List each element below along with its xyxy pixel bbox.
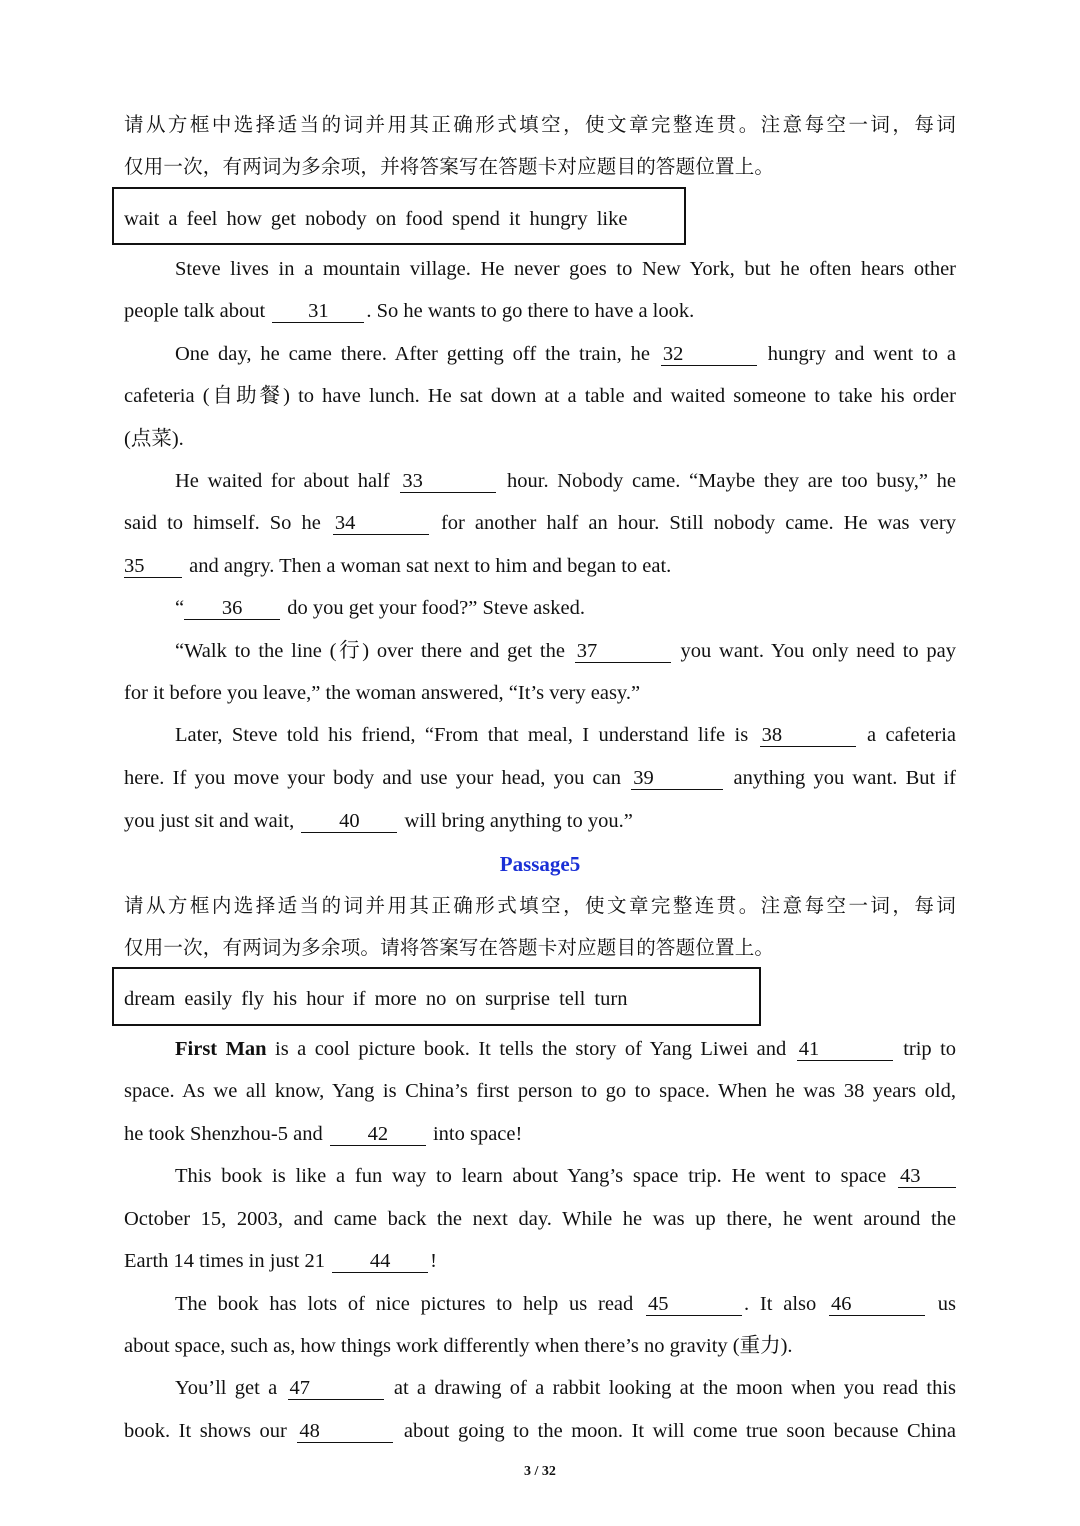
text: trip to — [903, 1038, 956, 1060]
p5-para3-line1 — [175, 1290, 956, 1318]
blank-35[interactable]: 35 — [124, 555, 182, 578]
text: into space! — [432, 1123, 523, 1145]
text: about going to the moon. It will come true soon because China — [403, 1420, 956, 1442]
text: Earth 14 times in just 21 — [124, 1250, 325, 1272]
text: ! — [430, 1250, 437, 1272]
text: said to himself. So he — [124, 512, 321, 534]
p5-para4-line1 — [175, 1374, 956, 1402]
blank-47[interactable]: 47 — [288, 1377, 384, 1400]
blank-39[interactable]: 39 — [631, 767, 723, 790]
blank-36[interactable]: 36 — [184, 597, 280, 620]
word-box-1-words: wait a feel how get nobody on food spend it hungry like — [124, 208, 628, 230]
p4-para2-line1 — [175, 340, 956, 368]
word-box-2 — [112, 967, 761, 1026]
text: you want. You only need to pay — [680, 640, 956, 662]
text: “Walk to the line (行) over there and get the — [175, 640, 565, 662]
p5-para2-line2: October 15, 2003, and came back the next day. While he was up there, he went around the — [124, 1208, 956, 1230]
instructions-1-line-2: 仅用一次，有两词为多余项，并将答案写在答题卡对应题目的答题位置上。 — [124, 155, 775, 178]
p5-para1-line2: space. As we all know, Yang is China’s first person to go to space. When he was 38 years old, — [124, 1080, 956, 1102]
text: here. If you move your body and use your head, you can — [124, 767, 621, 789]
blank-45[interactable]: 45 — [646, 1293, 742, 1316]
blank-43[interactable]: 43 — [898, 1165, 956, 1188]
blank-40[interactable]: 40 — [301, 810, 397, 833]
blank-41[interactable]: 41 — [797, 1038, 893, 1061]
p5-para1-line1 — [175, 1035, 956, 1063]
text: You’ll get a — [175, 1377, 278, 1399]
blank-38[interactable]: 38 — [760, 724, 856, 747]
p4-para1-line1: Steve lives in a mountain village. He never goes to New York, but he often hears other — [175, 258, 956, 280]
p4-para3-line2 — [124, 509, 956, 537]
text: hour. Nobody came. “Maybe they are too busy,” he — [507, 470, 956, 492]
text: do you get your food?” Steve asked. — [287, 597, 585, 619]
p4-para3-line1 — [175, 467, 956, 495]
word-box-1 — [112, 187, 686, 245]
text: book. It shows our — [124, 1420, 287, 1442]
text: he took Shenzhou-5 and — [124, 1123, 323, 1145]
p4-para5-line2: for it before you leave,” the woman answered, “It’s very easy.” — [124, 682, 641, 704]
p4-para1-line2 — [124, 297, 956, 325]
p5-para2-line1 — [175, 1162, 956, 1190]
p5-para2-line3 — [124, 1247, 956, 1275]
instructions-2-line-2: 仅用一次，有两词为多余项。请将答案写在答题卡对应题目的答题位置上。 — [124, 936, 775, 959]
word-box-2-words: dream easily fly his hour if more no on surprise tell turn — [124, 988, 628, 1010]
p4-para4-line1 — [175, 594, 956, 622]
p4-para6-line3 — [124, 807, 956, 835]
text: The book has lots of nice pictures to help us read — [175, 1293, 634, 1315]
text: will bring anything to you.” — [404, 810, 633, 832]
blank-33[interactable]: 33 — [400, 470, 496, 493]
passage5-heading: Passage5 — [499, 852, 581, 876]
text: a cafeteria — [867, 724, 956, 746]
blank-32[interactable]: 32 — [661, 343, 757, 366]
text: for another half an hour. Still nobody came. He was very — [440, 512, 956, 534]
text: at a drawing of a rabbit looking at the moon when you read this — [393, 1377, 956, 1399]
text: you just sit and wait, — [124, 810, 295, 832]
instructions-1-line-1: 请从方框中选择适当的词并用其正确形式填空，使文章完整连贯。注意每空一词，每词 — [124, 113, 956, 136]
blank-48[interactable]: 48 — [297, 1420, 393, 1443]
instructions-2-line-1: 请从方框内选择适当的词并用其正确形式填空，使文章完整连贯。注意每空一词，每词 — [124, 894, 956, 917]
text: people talk about — [124, 300, 266, 322]
blank-37[interactable]: 37 — [575, 640, 671, 663]
text: and angry. Then a woman sat next to him and began to eat. — [189, 555, 672, 577]
text: us — [937, 1293, 956, 1315]
blank-34[interactable]: 34 — [333, 512, 429, 535]
p4-para3-line3 — [124, 552, 956, 580]
text: hungry and went to a — [767, 343, 956, 365]
text: . It also — [744, 1293, 817, 1315]
p5-para1-line3 — [124, 1120, 956, 1148]
blank-31[interactable]: 31 — [272, 300, 364, 323]
text: is a cool picture book. It tells the story of Yang Liwei and — [275, 1038, 787, 1060]
p4-para6-line1 — [175, 721, 956, 749]
p5-para4-line2 — [124, 1417, 956, 1445]
text: “ — [175, 597, 185, 619]
blank-42[interactable]: 42 — [330, 1123, 426, 1146]
book-title: First Man — [175, 1038, 267, 1060]
p4-para6-line2 — [124, 764, 956, 792]
text: He waited for about half — [175, 470, 390, 492]
p4-para5-line1 — [175, 637, 956, 665]
text: anything you want. But if — [733, 767, 956, 789]
text: . So he wants to go there to have a look. — [366, 300, 695, 322]
blank-46[interactable]: 46 — [829, 1293, 925, 1316]
page-number: 3 / 32 — [524, 1464, 556, 1479]
text: One day, he came there. After getting off the train, he — [175, 343, 650, 365]
p5-para3-line2: about space, such as, how things work differently when there’s no gravity (重力). — [124, 1335, 793, 1357]
text: Later, Steve told his friend, “From that meal, I understand life is — [175, 724, 749, 746]
blank-44[interactable]: 44 — [332, 1250, 428, 1273]
p4-para2-line3: (点菜). — [124, 428, 184, 450]
p4-para2-line2: cafeteria (自助餐) to have lunch. He sat down at a table and waited someone to take his order — [124, 385, 956, 407]
text: This book is like a fun way to learn about Yang’s space trip. He went to space — [175, 1165, 887, 1187]
